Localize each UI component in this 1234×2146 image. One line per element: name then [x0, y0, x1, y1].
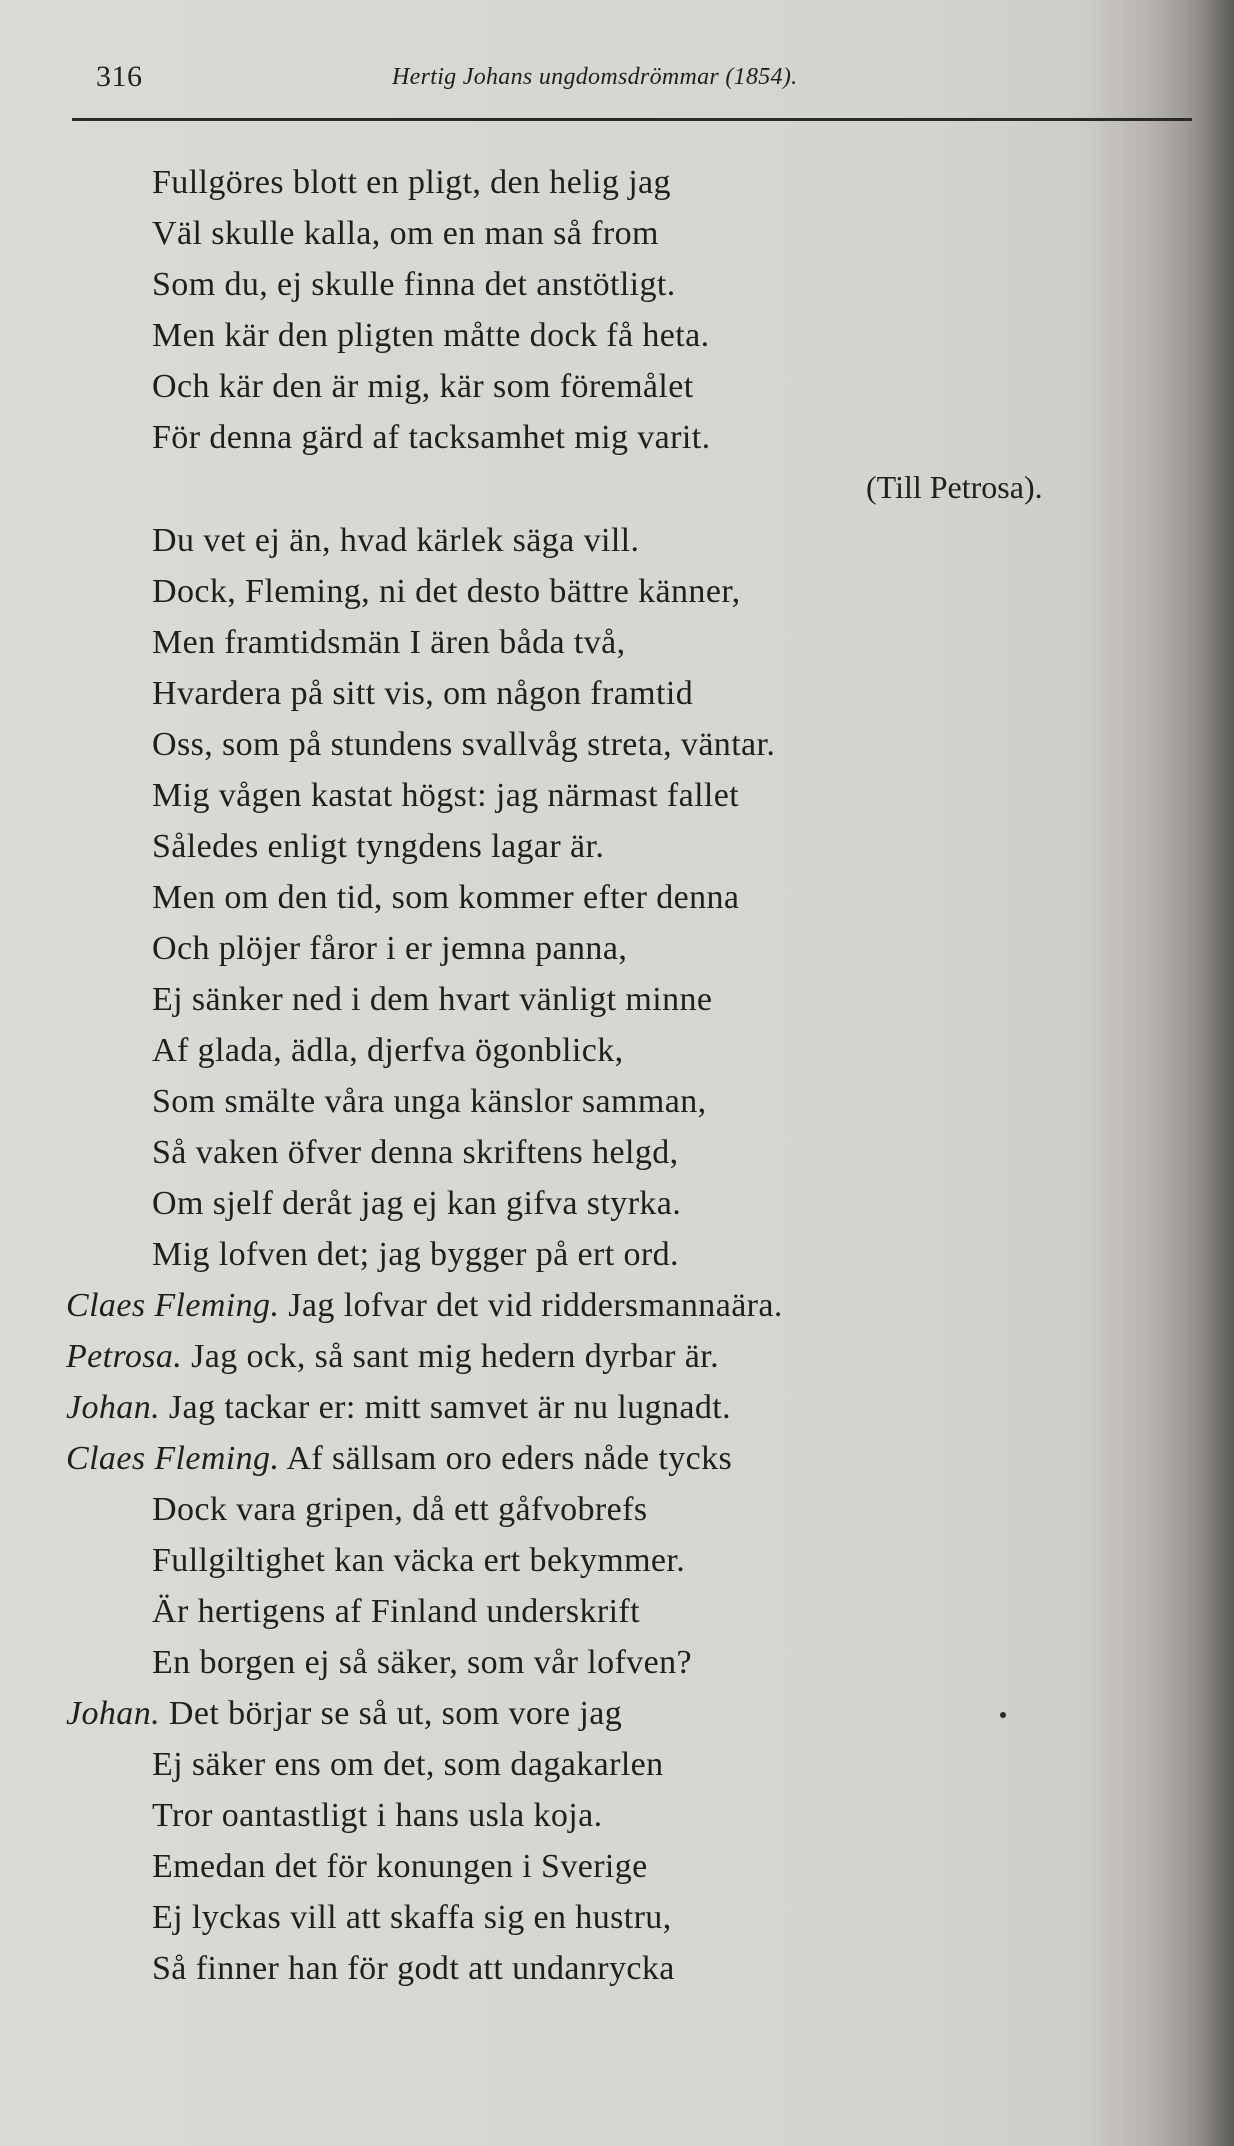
verse-line: Hvardera på sitt vis, om någon framtid	[152, 675, 694, 712]
page-number: 316	[96, 60, 143, 93]
verse-line: En borgen ej så säker, som vår lofven?	[152, 1644, 693, 1681]
verse-line: Dock vara gripen, då ett gåfvobrefs	[152, 1491, 648, 1528]
verse-line: Mig vågen kastat högst: jag närmast fallet	[152, 777, 740, 814]
verse-line: Så vaken öfver denna skriftens helgd,	[152, 1134, 679, 1171]
verse-line: Ej lyckas vill att skaffa sig en hustru,	[152, 1899, 672, 1936]
verse-line: Men kär den pligten måtte dock få heta.	[152, 317, 710, 354]
stage-direction: (Till Petrosa).	[866, 469, 1043, 505]
verse-line: Oss, som på stundens svallvåg streta, väntar.	[152, 726, 776, 763]
speaker-name: Johan.	[66, 1695, 160, 1732]
verse-line: Fullgiltighet kan väcka ert bekymmer.	[152, 1542, 686, 1579]
verse-line: Dock, Fleming, ni det desto bättre känner,	[152, 573, 741, 610]
verse-line: Mig lofven det; jag bygger på ert ord.	[152, 1236, 679, 1273]
verse-line: Ej sänker ned i dem hvart vänligt minne	[152, 981, 713, 1018]
speech-line: Claes Fleming. Af sällsam oro eders nåde tycks	[66, 1440, 733, 1477]
verse-line: Som du, ej skulle finna det anstötligt.	[152, 266, 676, 303]
verse-line: Väl skulle kalla, om en man så from	[152, 215, 659, 252]
verse-line: Om sjelf deråt jag ej kan gifva styrka.	[152, 1185, 682, 1222]
verse-line: Du vet ej än, hvad kärlek säga vill.	[152, 522, 640, 559]
speech-line: Claes Fleming. Jag lofvar det vid riddersmannaära.	[66, 1287, 783, 1324]
speech-line: Johan. Jag tackar er: mitt samvet är nu lugnadt.	[66, 1389, 732, 1426]
speaker-name: Johan.	[66, 1389, 160, 1426]
verse-line: Så finner han för godt att undanrycka	[152, 1950, 675, 1987]
verse-line: Ej säker ens om det, som dagakarlen	[152, 1746, 664, 1783]
verse-line: Tror oantastligt i hans usla koja.	[152, 1797, 603, 1834]
speech-line: Petrosa. Jag ock, så sant mig hedern dyrbar är.	[66, 1338, 719, 1375]
verse-line: Af glada, ädla, djerfva ögonblick,	[152, 1032, 624, 1069]
verse-line: Och kär den är mig, kär som föremålet	[152, 368, 694, 405]
speaker-name: Claes Fleming.	[66, 1287, 280, 1324]
speech-line: Johan. Det börjar se så ut, som vore jag	[66, 1695, 623, 1732]
verse-line: Men framtidsmän I ären båda två,	[152, 624, 626, 661]
verse-line: Och plöjer fåror i er jemna panna,	[152, 930, 628, 967]
verse-line: Är hertigens af Finland underskrift	[152, 1593, 640, 1630]
running-title: Hertig Johans ungdomsdrömmar (1854).	[392, 64, 798, 90]
verse-line: Som smälte våra unga känslor samman,	[152, 1083, 707, 1120]
verse-line: Således enligt tyngdens lagar är.	[152, 828, 605, 865]
ink-spot	[1000, 1712, 1006, 1718]
verse-line: Fullgöres blott en pligt, den helig jag	[152, 164, 671, 201]
speaker-name: Petrosa.	[66, 1338, 183, 1375]
verse-line: Emedan det för konungen i Sverige	[152, 1848, 648, 1885]
verse-line: Men om den tid, som kommer efter denna	[152, 879, 740, 916]
verse-line: För denna gärd af tacksamhet mig varit.	[152, 419, 711, 456]
speaker-name: Claes Fleming.	[66, 1440, 280, 1477]
